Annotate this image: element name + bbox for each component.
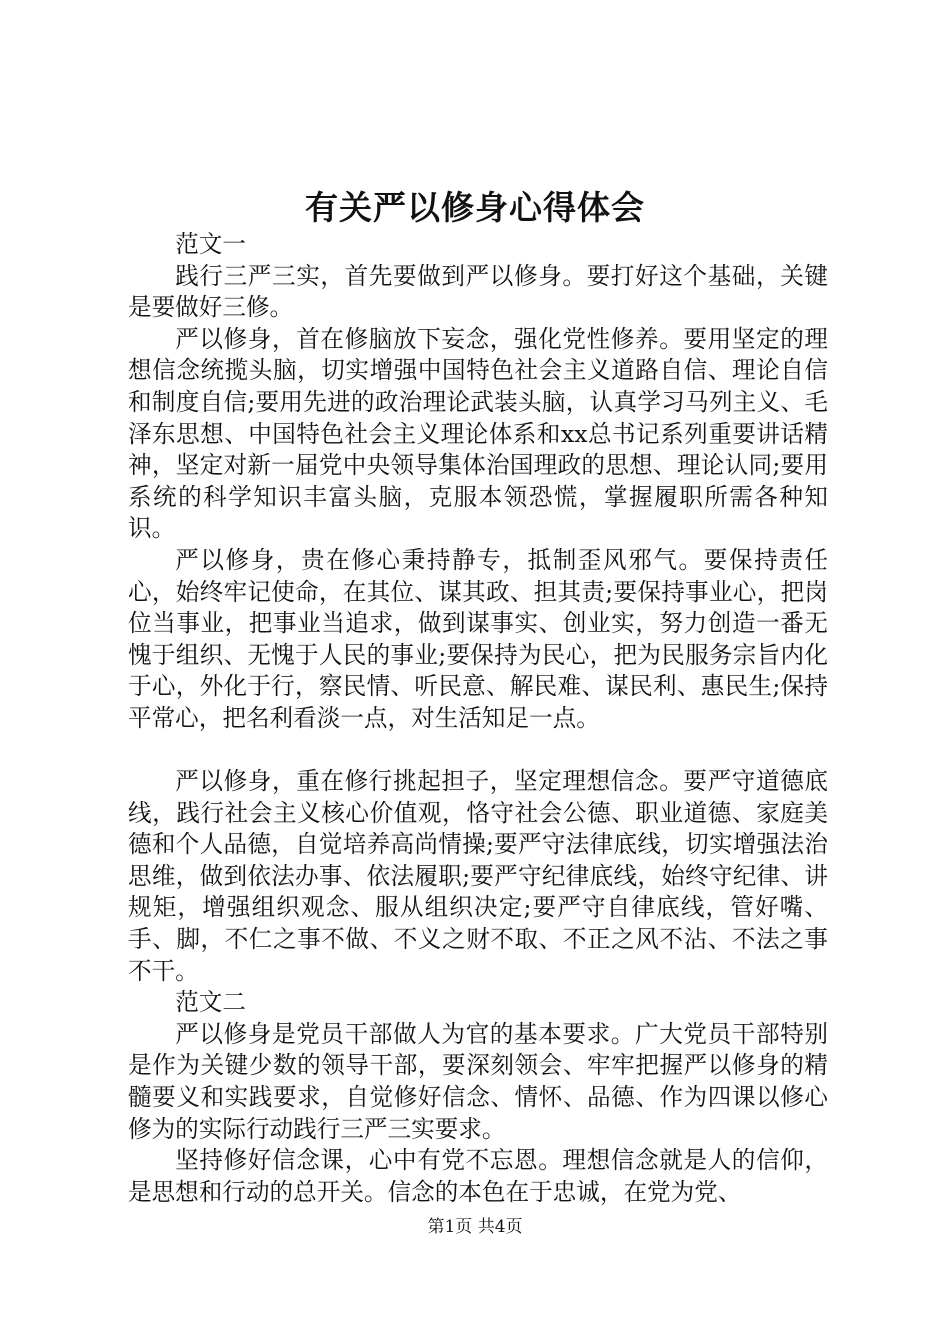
section-heading: 范文二	[175, 988, 246, 1017]
document-title: 有关严以修身心得体会	[305, 188, 645, 227]
paragraph-gap	[128, 735, 828, 767]
body-paragraph: 严以修身，首在修脑放下妄念，强化党性修养。要用坚定的理想信念统揽头脑，切实增强中国特色社会主义道路自信、理论自信和制度自信;要用先进的政治理论武装头脑，认真学习马列主义、毛泽东思想、中国特色社会主义理论体系和xx总书记系列重要讲话精神，坚定对新一届党中央领导集体治国理政的思想、理论认同;要用系统的科学知识丰富头脑，克服本领恐慌，掌握履职所需各种知识。	[128, 324, 828, 543]
body-paragraph: 践行三严三实，首先要做到严以修身。要打好这个基础，关键是要做好三修。	[128, 261, 828, 322]
section-heading: 范文一	[175, 230, 246, 258]
document-body	[128, 229, 828, 1208]
body-paragraph: 坚持修好信念课，心中有党不忘恩。理想信念就是人的信仰，是思想和行动的总开关。信念的本色在于忠诚，在党为党、	[128, 1146, 828, 1206]
page-footer: 第1页 共4页	[427, 1217, 523, 1237]
body-paragraph: 严以修身，贵在修心秉持静专，抵制歪风邪气。要保持责任心，始终牢记使命，在其位、谋其政、担其责;要保持事业心，把岗位当事业，把事业当追求，做到谋事实、创业实，努力创造一番无愧于组织、无愧于人民的事业;要保持为民心，把为民服务宗旨内化于心，外化于行，察民情、听民意、解民难、谋民利、惠民生;保持平常心，把名利看淡一点，对生活知足一点。	[128, 545, 828, 732]
body-paragraph: 严以修身，重在修行挑起担子，坚定理想信念。要严守道德底线，践行社会主义核心价值观，恪守社会公德、职业道德、家庭美德和个人品德，自觉培养高尚情操;要严守法律底线，切实增强法治思维，做到依法办事、依法履职;要严守纪律底线，始终守纪律、讲规矩，增强组织观念、服从组织决定;要严守自律底线，管好嘴、手、脚，不仁之事不做、不义之财不取、不正之风不沾、不法之事不干。	[128, 767, 828, 985]
body-paragraph: 严以修身是党员干部做人为官的基本要求。广大党员干部特别是作为关键少数的领导干部，要深刻领会、牢牢把握严以修身的精髓要义和实践要求，自觉修好信念、情怀、品德、作为四课以修心修为的实际行动践行三严三实要求。	[128, 1019, 828, 1143]
